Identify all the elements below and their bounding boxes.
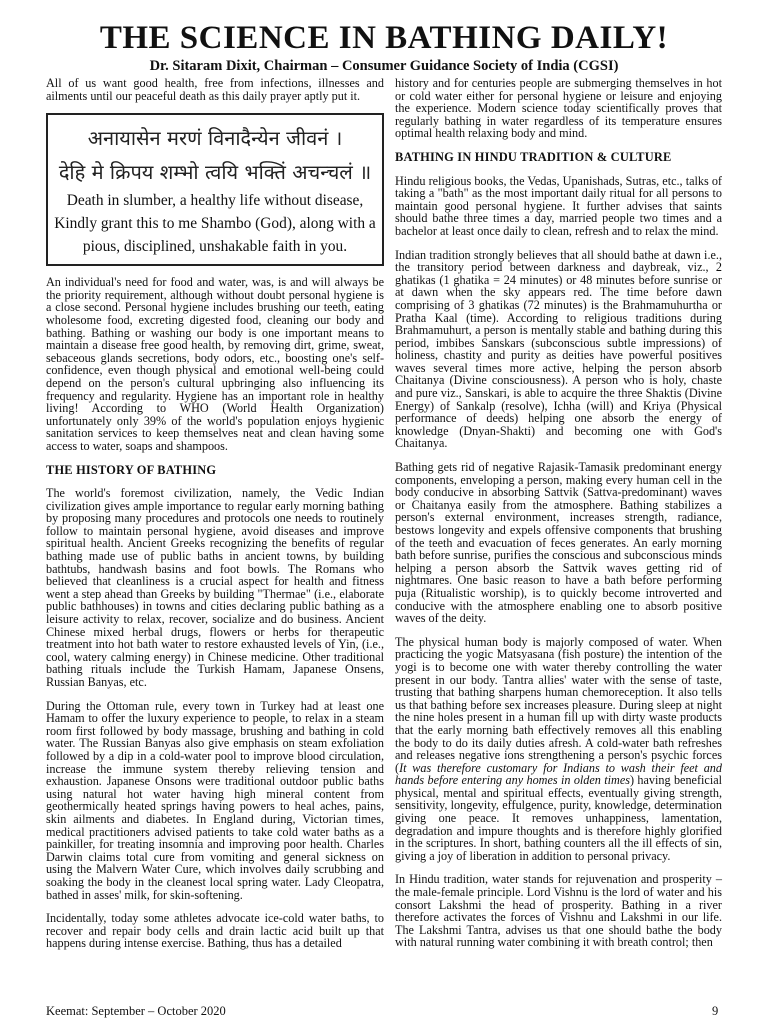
prayer-english-translation: Death in slumber, a healthy life without disease, Kindly grant this to me Shambo (God), along with a pious, disciplined, unshakable faith in you. <box>54 192 376 256</box>
paragraph-history-2: During the Ottoman rule, every town in Turkey had at least one Hamam to offer the luxury experience to people, to relax in a steam room first followed by body massage, brushing and bathing in cold water. The Russian Banyas also give emphasis on steam exfoliation followed by a dip in a cold-water pool to improve blood circulation, increase the immune system thereby relieving tension and exhaustion. Japanese Onsons were traditional outdoor public baths using natural hot water having high mineral content from geothermically heated springs having powers to heal aches, pains, skin ailments and diabetes. In England during, Victorian times, medical practitioners advised patients to take cold water baths as a painkiller, for treating insomnia and improving poor health. Charles Darwin claims total cure from vomiting and general sickness on using the Malvern Water Cure, which involves daily scrubbing and soaking the body in the cleanest local spring water. Lady Cleopatra, bathed in asses' milk, for skin-softening. <box>46 698 384 902</box>
paragraph-history-3: Incidentally, today some athletes advocate ice-cold water baths, to recover and repair body cells and drain lactic acid built up that happens during intense exercise. Bathing, thus has a detailed <box>46 911 384 951</box>
prayer-sanskrit-line-1: अनायासेन मरणं विनादैन्येन जीवनं । <box>87 126 343 151</box>
prayer-box <box>46 113 384 266</box>
paragraph-history-1: The world's foremost civilization, namely, the Vedic Indian civilization gives ample importance to regular early morning bathing by proposing many procedures and protocols one needs to routinely follow to maintain personal hygiene, avoid diseases and improve spiritual health. Ancient Greeks recognizing the benefits of regular bathing made use of public baths in ancient towns, by building bathtubs, handwash basins and foot bowls. The Romans who believed that cleanliness is a crucial aspect for health and fitness went a step ahead than Greeks by building "Thermae" (i.e., elaborate public bathhouses) in towns and cities declaring public bathing as a leisure activity to relax, recover, socialize and do business. Ancient Chinese mixed herbal drugs, flowers or herbs for therapeutic treatment into hot bath water to restore exhausted levels of Yin, (i.e., cool, watery calming energy) in Chinese medicine. Other traditional bathing rituals include the Turkish Hamam, Japanese Onsens, Russian Banyas, etc. <box>46 486 384 689</box>
prayer-sanskrit-line-2: देहि मे क्रिपय शम्भो त्वयि भक्तिं अचन्चलं ॥ <box>58 160 372 185</box>
paragraph-hindu-5: In Hindu tradition, water stands for rejuvenation and prosperity – the male-female principle. Lord Vishnu is the lord of water and his consort Lakshmi the head of prosperity. Bathing in a river therefore activates the forces of Vishnu and Lakshmi in our life. The Lakshmi Tantra, advises us that one should bathe the body with natural running water combining it with breath control; then <box>395 872 722 950</box>
article-title: THE SCIENCE IN BATHING DAILY! <box>99 20 669 56</box>
heading-hindu-tradition: BATHING IN HINDU TRADITION & CULTURE <box>395 149 672 164</box>
heading-history-of-bathing: THE HISTORY OF BATHING <box>46 462 217 477</box>
paragraph-hindu-2: Indian tradition strongly believes that all should bathe at dawn i.e., the transitory period between darkness and daybreak, viz., 2 ghatikas (1 ghatika = 24 minutes) or 48 minutes before sunrise or at dawn when the sky appears red. The time before dawn comprising of 3 ghatikas (72 minutes) is the Brahmamuhurtha or Pratha Kaal (time). According to religious traditions during Brahmamuhurt, a person is mentally stable and bathing during this period, imbibes Sanskars (subconscious subtle impressions) of holiness, chastity and purity as deities have powerful positives waves several times more active, helping the person absorb Chaitanya (Divine consciousness). A person who is holy, chaste and pure viz., Sanskari, is able to acquire the three Shaktis (Divine Energy) of Sankalp (resolve), Ichha (will) and Kriya (Physical performance of deeds) helping one absorb the energy of knowledge (Dnyan-Shakti) and becoming one with God's Chaitanya. <box>395 247 722 451</box>
paragraph-hindu-4 <box>395 636 722 863</box>
right-column <box>395 77 722 960</box>
author-byline: Dr. Sitaram Dixit, Chairman – Consumer Guidance Society of India (CGSI) <box>149 58 619 74</box>
paragraph-hindu-4-part-b: ) having beneficial physical, mental and spiritual effects, eventually giving strength, sensitivity, longevity, effulgence, purity, knowledge, determination giving one peace. It removes unhappiness, lamentation, degradation and impure thoughts and is therefore highly glorified in the scriptures. In short, bathing counters all the ill effects of sin, giving a joy of liberation in addition to personal privacy. <box>395 773 723 863</box>
intro-paragraph: All of us want good health, free from infections, illnesses and ailments until our peaceful death as this daily prayer aptly put it. <box>46 76 384 103</box>
paragraph-history-continued: history and for centuries people are submerging themselves in hot or cold water either for personal hygiene or leisure and enjoying the experience. Modern science today scientifically proves that regularly bathing in water regardless of its temperature ensures optimal health relaxing body and mind. <box>395 76 722 141</box>
paragraph-hindu-4-emphasis: It was therefore customary for Indians to wash their feet and hands before entering any homes in olden times <box>395 760 722 788</box>
page-number: 9 <box>712 1004 719 1018</box>
paragraph-hindu-3: Bathing gets rid of negative Rajasik-Tamasik predominant energy components, enveloping a person, making every human cell in the body conducive in absorbing Sattvik (Sattva-predominant) waves or Chaitanya easily from the atmosphere. Bathing stabilizes a person's external environment, increases strength, radiance, bestows longevity and expels offensive components that brushing of the teeth and evacuation of feces generates. An early morning bath before sunrise, purifies the conscious and subconscious minds helping a person absorb the Sattvik waves getting rid of nightmares. One basic reason to have a bath before performing puja (Ritualistic worship), is to quickly become introverted and conducive with the atmosphere enabling one to absorb positive waves of the deity. <box>395 460 722 626</box>
footer-issue: Keemat: September – October 2020 <box>46 1004 226 1018</box>
left-column <box>46 77 384 961</box>
paragraph-hindu-1: Hindu religious books, the Vedas, Upanishads, Sutras, etc., talks of taking a "bath" as the most important daily ritual for all persons to maintain good personal hygiene. It further advises that saints should bathe three times a day, married people two times and a bachelor at least once daily to clean, refresh and to relax the mind. <box>395 173 722 238</box>
paragraph-personal-hygiene: An individual's need for food and water, was, is and will always be the priority requirement, although without doubt personal hygiene is a close second. Personal hygiene includes brushing our teeth, eating wholesome food, excreting digested food, cleaning our body and bathing. Bathing or washing our body is one important means to maintain a disease free good health, by removing dirt, grime, sweat, sebaceous glands secretions, body odors, etc., boosting one's self-confidence, even though physical and emotional well-being could depend on the person's cultural upbringing also influencing its frequency and regularity. Hygiene has an important role in healthy living! According to WHO (World Health Organization) unfortunately only 39% of the world's population enjoys hygienic sanitation services to keep themselves neat and clean having some access to water, soaps and shampoos. <box>46 275 384 453</box>
paragraph-hindu-4-part-a: The physical human body is majorly composed of water. When practicing the yogic Matsyasana (fish posture) the intention of the yogi is to become one with water thereby controlling the water present in our body. Tantra allies' water with the sense of taste, trusting that bathing sharpens human chemoreception. It also tells us that bathing before sex increases pleasure. During sleep at night the nine holes present in a human fill up with dirty waste products that the early morning bath effectively removes all this enabling the body to do its daily duties afresh. A cold-water bath refreshes and releases negative ions strengthening a person's psychic forces ( <box>395 634 722 775</box>
